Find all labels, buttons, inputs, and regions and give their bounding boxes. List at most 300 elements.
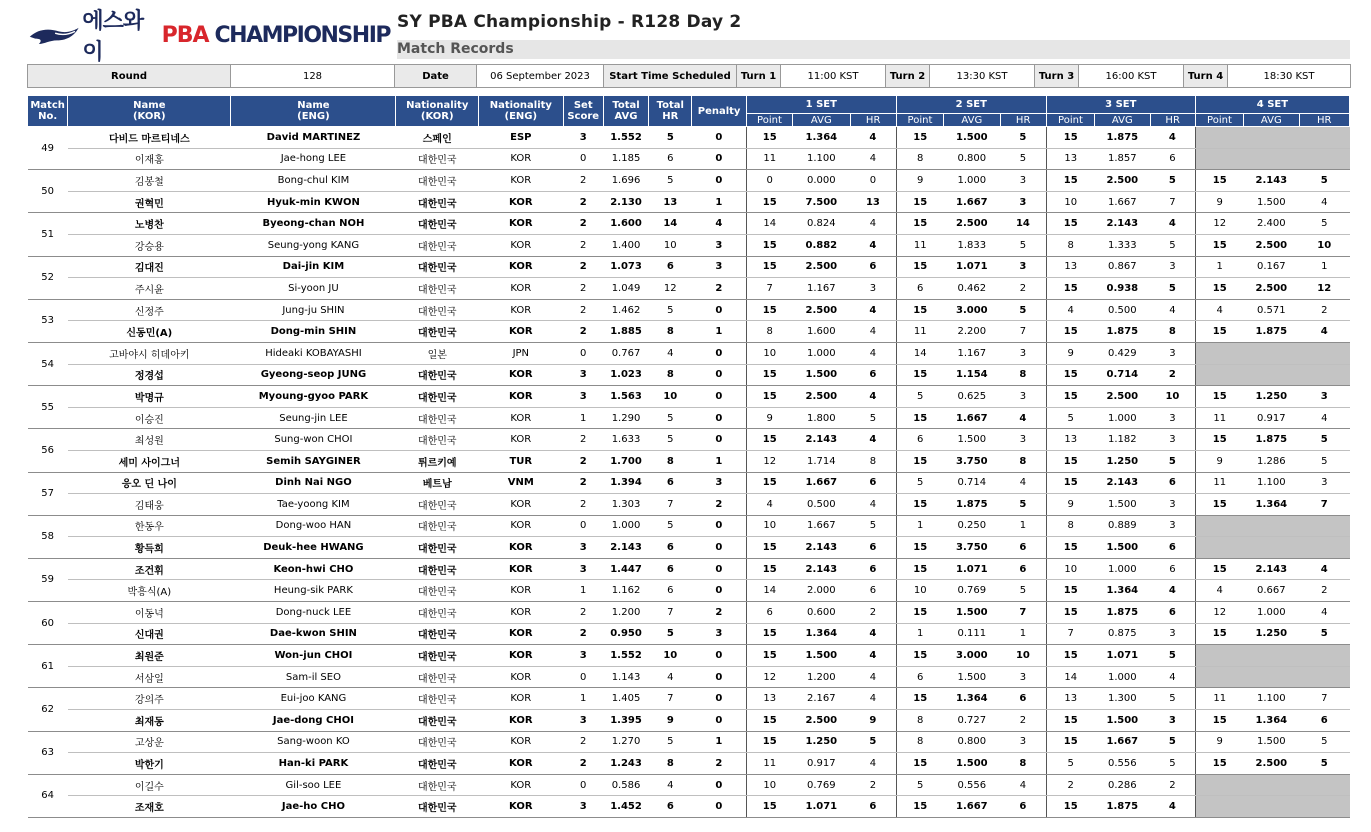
set2-point: 15: [896, 602, 943, 624]
player-nationality-eng: KOR: [479, 191, 564, 213]
set-score: 1: [563, 580, 603, 602]
player-name-kor: 서삼일: [68, 666, 231, 688]
player-nationality-kor: 대한민국: [396, 407, 479, 429]
set1-avg: 1.364: [793, 127, 850, 149]
set4-hr: 4: [1299, 558, 1349, 580]
set3-point: 15: [1046, 472, 1094, 494]
set1-hr: 4: [850, 234, 896, 256]
player-name-eng: Semih SAYGINER: [231, 450, 396, 472]
set3-hr: 7: [1150, 191, 1195, 213]
set1-avg: 2.500: [793, 299, 850, 321]
set2-hr: 5: [1000, 494, 1046, 516]
player-nationality-kor: 대한민국: [396, 321, 479, 343]
total-avg: 1.696: [603, 170, 648, 192]
player-name-eng: Hyuk-min KWON: [231, 191, 396, 213]
player-name-kor: 이재홍: [68, 148, 231, 170]
set1-avg: 0.824: [793, 213, 850, 235]
set2-avg: 1.500: [944, 429, 1000, 451]
set2-point: 15: [896, 645, 943, 667]
turn1-value: 11:00 KST: [781, 65, 886, 88]
set1-point: 15: [746, 191, 792, 213]
player-name-eng: Dai-jin KIM: [231, 256, 396, 278]
set1-point: 15: [746, 537, 792, 559]
total-avg: 1.452: [603, 796, 648, 818]
set4-avg: 1.875: [1244, 321, 1299, 343]
set2-avg: 2.200: [944, 321, 1000, 343]
set3-point: 15: [1046, 321, 1094, 343]
set-score: 0: [563, 666, 603, 688]
set2-avg: 0.556: [944, 774, 1000, 796]
set2-point: 15: [896, 407, 943, 429]
set1-point: 15: [746, 796, 792, 818]
set3-avg: 0.867: [1095, 256, 1150, 278]
set-score: 0: [563, 774, 603, 796]
set-score: 1: [563, 688, 603, 710]
player-name-eng: Deuk-hee HWANG: [231, 537, 396, 559]
table-row: [28, 364, 1350, 386]
table-row: [28, 710, 1350, 732]
total-hr: 14: [649, 213, 692, 235]
set3-hr: 4: [1150, 213, 1195, 235]
set1-avg: 2.167: [793, 688, 850, 710]
set1-avg: 0.600: [793, 602, 850, 624]
total-hr: 6: [649, 148, 692, 170]
total-avg: 1.143: [603, 666, 648, 688]
player-name-kor: 고상운: [68, 731, 231, 753]
set2-point: 8: [896, 148, 943, 170]
set3-hr: 6: [1150, 537, 1195, 559]
set4-point: 15: [1195, 234, 1243, 256]
set2-avg: 0.769: [944, 580, 1000, 602]
player-nationality-kor: 대한민국: [396, 753, 479, 775]
match-number: 56: [28, 429, 68, 472]
total-hr: 7: [649, 688, 692, 710]
set2-point: 11: [896, 234, 943, 256]
set1-hr: 13: [850, 191, 896, 213]
set-score: 2: [563, 299, 603, 321]
set4-hr: 5: [1299, 213, 1349, 235]
set-score: 2: [563, 191, 603, 213]
set3-avg: 0.500: [1095, 299, 1150, 321]
set4-empty: [1244, 148, 1299, 170]
penalty-value: 0: [692, 515, 746, 537]
set3-hr: 3: [1150, 623, 1195, 645]
set2-point: 8: [896, 710, 943, 732]
table-row: [28, 602, 1350, 624]
set4-empty: [1299, 364, 1349, 386]
set3-avg: 0.556: [1095, 753, 1150, 775]
player-name-eng: Si-yoon JU: [231, 278, 396, 300]
set2-point: 11: [896, 321, 943, 343]
set1-avg: 1.714: [793, 450, 850, 472]
set3-point: 8: [1046, 234, 1094, 256]
match-number: 53: [28, 299, 68, 342]
set4-hr: 5: [1299, 753, 1349, 775]
player-name-kor: 강승용: [68, 234, 231, 256]
total-hr: 12: [649, 278, 692, 300]
total-avg: 1.462: [603, 299, 648, 321]
set3-avg: 1.875: [1095, 321, 1150, 343]
col-header-name-eng: Name (ENG): [231, 96, 396, 127]
set3-avg: 2.143: [1095, 472, 1150, 494]
total-avg: 2.130: [603, 191, 648, 213]
set4-empty: [1299, 515, 1349, 537]
penalty-value: 1: [692, 450, 746, 472]
total-avg: 1.162: [603, 580, 648, 602]
set1-hr: 5: [850, 731, 896, 753]
pba-logo: [28, 9, 390, 65]
set4-point: 9: [1195, 191, 1243, 213]
penalty-value: 0: [692, 645, 746, 667]
player-nationality-eng: KOR: [479, 213, 564, 235]
sub-header-set2-hr: HR: [1000, 114, 1046, 127]
set3-avg: 1.250: [1095, 450, 1150, 472]
sub-header-set4-avg: AVG: [1244, 114, 1299, 127]
table-row: [28, 234, 1350, 256]
set4-avg: 0.667: [1244, 580, 1299, 602]
col-header-name-kor: Name (KOR): [68, 96, 231, 127]
set3-avg: 0.889: [1095, 515, 1150, 537]
player-name-eng: Myoung-gyoo PARK: [231, 386, 396, 408]
player-name-kor: 최원준: [68, 645, 231, 667]
set-score: 3: [563, 127, 603, 149]
set4-hr: 3: [1299, 386, 1349, 408]
set3-avg: 0.938: [1095, 278, 1150, 300]
set4-avg: 1.250: [1244, 623, 1299, 645]
match-number: 50: [28, 170, 68, 213]
set4-hr: 5: [1299, 731, 1349, 753]
player-nationality-kor: 스페인: [396, 127, 479, 149]
penalty-value: 2: [692, 602, 746, 624]
match-number: 49: [28, 127, 68, 170]
set4-hr: 7: [1299, 494, 1349, 516]
set2-avg: 1.875: [944, 494, 1000, 516]
total-avg: 1.394: [603, 472, 648, 494]
set1-hr: 6: [850, 256, 896, 278]
set4-avg: 0.571: [1244, 299, 1299, 321]
set1-hr: 6: [850, 537, 896, 559]
player-name-kor: 권혁민: [68, 191, 231, 213]
set2-point: 15: [896, 796, 943, 818]
set4-point: 1: [1195, 256, 1243, 278]
penalty-value: 1: [692, 321, 746, 343]
set1-point: 15: [746, 299, 792, 321]
set3-point: 8: [1046, 515, 1094, 537]
penalty-value: 0: [692, 558, 746, 580]
set2-avg: 1.500: [944, 602, 1000, 624]
set4-hr: 4: [1299, 191, 1349, 213]
total-avg: 1.600: [603, 213, 648, 235]
set2-hr: 5: [1000, 299, 1046, 321]
set1-avg: 0.769: [793, 774, 850, 796]
set1-hr: 4: [850, 342, 896, 364]
total-hr: 8: [649, 450, 692, 472]
set2-avg: 1.167: [944, 342, 1000, 364]
turn2-value: 13:30 KST: [930, 65, 1035, 88]
player-nationality-eng: ESP: [479, 127, 564, 149]
set3-point: 15: [1046, 364, 1094, 386]
set2-point: 8: [896, 731, 943, 753]
set1-hr: 5: [850, 515, 896, 537]
set1-hr: 4: [850, 148, 896, 170]
set2-point: 15: [896, 256, 943, 278]
set4-empty: [1195, 774, 1243, 796]
set-score: 2: [563, 321, 603, 343]
total-avg: 1.395: [603, 710, 648, 732]
set1-avg: 0.000: [793, 170, 850, 192]
set2-avg: 0.800: [944, 148, 1000, 170]
player-name-kor: 강의주: [68, 688, 231, 710]
set3-point: 15: [1046, 170, 1094, 192]
set2-avg: 1.071: [944, 256, 1000, 278]
set2-avg: 1.667: [944, 191, 1000, 213]
set1-point: 15: [746, 472, 792, 494]
set2-hr: 5: [1000, 580, 1046, 602]
total-hr: 9: [649, 710, 692, 732]
sub-header-set4-hr: HR: [1299, 114, 1349, 127]
turn4-label: Turn 4: [1184, 65, 1228, 88]
total-hr: 13: [649, 191, 692, 213]
player-nationality-eng: VNM: [479, 472, 564, 494]
set1-hr: 3: [850, 278, 896, 300]
match-number: 55: [28, 386, 68, 429]
set4-empty: [1195, 645, 1243, 667]
table-row: [28, 407, 1350, 429]
total-hr: 5: [649, 127, 692, 149]
player-nationality-eng: KOR: [479, 515, 564, 537]
player-name-eng: Jae-ho CHO: [231, 796, 396, 818]
player-name-kor: 다비드 마르티네스: [68, 127, 231, 149]
turn1-label: Turn 1: [737, 65, 781, 88]
set4-avg: 2.500: [1244, 753, 1299, 775]
set3-point: 9: [1046, 494, 1094, 516]
player-nationality-eng: KOR: [479, 774, 564, 796]
player-nationality-kor: 대한민국: [396, 213, 479, 235]
penalty-value: 0: [692, 407, 746, 429]
player-nationality-kor: 대한민국: [396, 796, 479, 818]
set2-point: 15: [896, 191, 943, 213]
player-nationality-eng: KOR: [479, 256, 564, 278]
total-avg: 1.023: [603, 364, 648, 386]
set2-point: 15: [896, 299, 943, 321]
player-name-eng: Jung-ju SHIN: [231, 299, 396, 321]
set4-empty: [1195, 127, 1243, 149]
set-score: 2: [563, 623, 603, 645]
set3-point: 14: [1046, 666, 1094, 688]
player-nationality-kor: 대한민국: [396, 731, 479, 753]
set4-avg: 1.100: [1244, 688, 1299, 710]
total-hr: 6: [649, 580, 692, 602]
set2-avg: 3.750: [944, 537, 1000, 559]
set2-point: 15: [896, 364, 943, 386]
set4-avg: 1.364: [1244, 494, 1299, 516]
total-hr: 7: [649, 602, 692, 624]
set1-hr: 4: [850, 753, 896, 775]
set4-hr: 7: [1299, 688, 1349, 710]
player-nationality-kor: 대한민국: [396, 645, 479, 667]
player-name-kor: 최재동: [68, 710, 231, 732]
set1-avg: 1.364: [793, 623, 850, 645]
table-row: [28, 472, 1350, 494]
match-records-table: [27, 95, 1350, 818]
sub-header-set2-avg: AVG: [944, 114, 1000, 127]
set2-avg: 1.833: [944, 234, 1000, 256]
set4-hr: 10: [1299, 234, 1349, 256]
sub-header-set4-point: Point: [1195, 114, 1243, 127]
set3-hr: 2: [1150, 774, 1195, 796]
total-hr: 5: [649, 731, 692, 753]
set2-point: 6: [896, 278, 943, 300]
penalty-value: 1: [692, 731, 746, 753]
player-name-eng: Dinh Nai NGO: [231, 472, 396, 494]
player-nationality-eng: KOR: [479, 170, 564, 192]
set4-empty: [1195, 342, 1243, 364]
set1-hr: 2: [850, 774, 896, 796]
set4-hr: 3: [1299, 472, 1349, 494]
set4-avg: 2.143: [1244, 170, 1299, 192]
set4-empty: [1195, 364, 1243, 386]
penalty-value: 0: [692, 386, 746, 408]
set1-point: 12: [746, 450, 792, 472]
match-number: 61: [28, 645, 68, 688]
player-name-eng: Sang-woon KO: [231, 731, 396, 753]
penalty-value: 1: [692, 191, 746, 213]
set4-point: 15: [1195, 278, 1243, 300]
set4-point: 15: [1195, 494, 1243, 516]
penalty-value: 3: [692, 623, 746, 645]
penalty-value: 4: [692, 213, 746, 235]
total-avg: 1.405: [603, 688, 648, 710]
player-nationality-kor: 대한민국: [396, 623, 479, 645]
date-value: 06 September 2023: [477, 65, 604, 88]
set3-point: 13: [1046, 429, 1094, 451]
total-avg: 1.447: [603, 558, 648, 580]
set2-point: 15: [896, 450, 943, 472]
match-number: 60: [28, 602, 68, 645]
set3-hr: 6: [1150, 558, 1195, 580]
player-name-eng: David MARTINEZ: [231, 127, 396, 149]
player-nationality-kor: 대한민국: [396, 278, 479, 300]
match-number: 54: [28, 342, 68, 385]
set4-hr: 4: [1299, 602, 1349, 624]
total-hr: 4: [649, 774, 692, 796]
set4-point: 15: [1195, 170, 1243, 192]
total-hr: 6: [649, 796, 692, 818]
player-name-eng: Keon-hwi CHO: [231, 558, 396, 580]
set1-avg: 1.071: [793, 796, 850, 818]
player-name-eng: Tae-yoong KIM: [231, 494, 396, 516]
set4-empty: [1244, 666, 1299, 688]
col-header-nat-eng: Nationality (ENG): [479, 96, 564, 127]
penalty-value: 3: [692, 472, 746, 494]
set1-point: 11: [746, 753, 792, 775]
set2-hr: 3: [1000, 170, 1046, 192]
set3-avg: 2.500: [1095, 386, 1150, 408]
penalty-value: 0: [692, 666, 746, 688]
penalty-value: 0: [692, 148, 746, 170]
set4-hr: 5: [1299, 429, 1349, 451]
logo-korean-text: 에스와이: [82, 9, 144, 65]
match-number: 59: [28, 558, 68, 601]
set3-avg: 1.071: [1095, 645, 1150, 667]
sub-header-set3-avg: AVG: [1095, 114, 1150, 127]
set-score: 3: [563, 537, 603, 559]
set4-empty: [1244, 515, 1299, 537]
player-nationality-kor: 베트남: [396, 472, 479, 494]
set3-hr: 6: [1150, 602, 1195, 624]
total-hr: 10: [649, 645, 692, 667]
set2-hr: 1: [1000, 515, 1046, 537]
set3-point: 15: [1046, 278, 1094, 300]
player-name-eng: Byeong-chan NOH: [231, 213, 396, 235]
set2-avg: 0.250: [944, 515, 1000, 537]
penalty-value: 3: [692, 234, 746, 256]
total-hr: 6: [649, 256, 692, 278]
match-number: 52: [28, 256, 68, 299]
round-value: 128: [231, 65, 395, 88]
player-nationality-kor: 대한민국: [396, 688, 479, 710]
set2-avg: 0.462: [944, 278, 1000, 300]
set3-point: 15: [1046, 580, 1094, 602]
table-row: [28, 127, 1350, 149]
set3-hr: 5: [1150, 753, 1195, 775]
set4-empty: [1244, 645, 1299, 667]
player-name-eng: Dong-woo HAN: [231, 515, 396, 537]
player-nationality-eng: KOR: [479, 645, 564, 667]
set4-hr: 5: [1299, 170, 1349, 192]
match-number: 57: [28, 472, 68, 515]
set1-point: 15: [746, 623, 792, 645]
player-name-eng: Hideaki KOBAYASHI: [231, 342, 396, 364]
player-nationality-eng: KOR: [479, 364, 564, 386]
set1-point: 15: [746, 127, 792, 149]
player-nationality-eng: KOR: [479, 386, 564, 408]
total-hr: 5: [649, 407, 692, 429]
player-nationality-eng: KOR: [479, 494, 564, 516]
total-hr: 10: [649, 386, 692, 408]
set4-empty: [1299, 774, 1349, 796]
set2-hr: 3: [1000, 191, 1046, 213]
set3-hr: 2: [1150, 364, 1195, 386]
set2-point: 9: [896, 170, 943, 192]
set3-hr: 8: [1150, 321, 1195, 343]
set1-point: 15: [746, 364, 792, 386]
turn4-value: 18:30 KST: [1228, 65, 1351, 88]
player-nationality-kor: 대한민국: [396, 558, 479, 580]
set1-avg: 0.917: [793, 753, 850, 775]
set1-avg: 2.143: [793, 429, 850, 451]
set3-point: 10: [1046, 191, 1094, 213]
player-nationality-kor: 대한민국: [396, 710, 479, 732]
total-avg: 1.049: [603, 278, 648, 300]
total-hr: 5: [649, 429, 692, 451]
set3-avg: 1.857: [1095, 148, 1150, 170]
set2-avg: 0.625: [944, 386, 1000, 408]
set-score: 3: [563, 386, 603, 408]
set4-avg: 2.143: [1244, 558, 1299, 580]
set4-hr: 12: [1299, 278, 1349, 300]
set1-avg: 1.500: [793, 645, 850, 667]
set3-avg: 1.364: [1095, 580, 1150, 602]
player-nationality-eng: KOR: [479, 407, 564, 429]
set4-point: 4: [1195, 299, 1243, 321]
penalty-value: 0: [692, 429, 746, 451]
set3-hr: 4: [1150, 299, 1195, 321]
set1-point: 10: [746, 342, 792, 364]
set3-hr: 4: [1150, 127, 1195, 149]
player-nationality-kor: 대한민국: [396, 364, 479, 386]
penalty-value: 0: [692, 537, 746, 559]
